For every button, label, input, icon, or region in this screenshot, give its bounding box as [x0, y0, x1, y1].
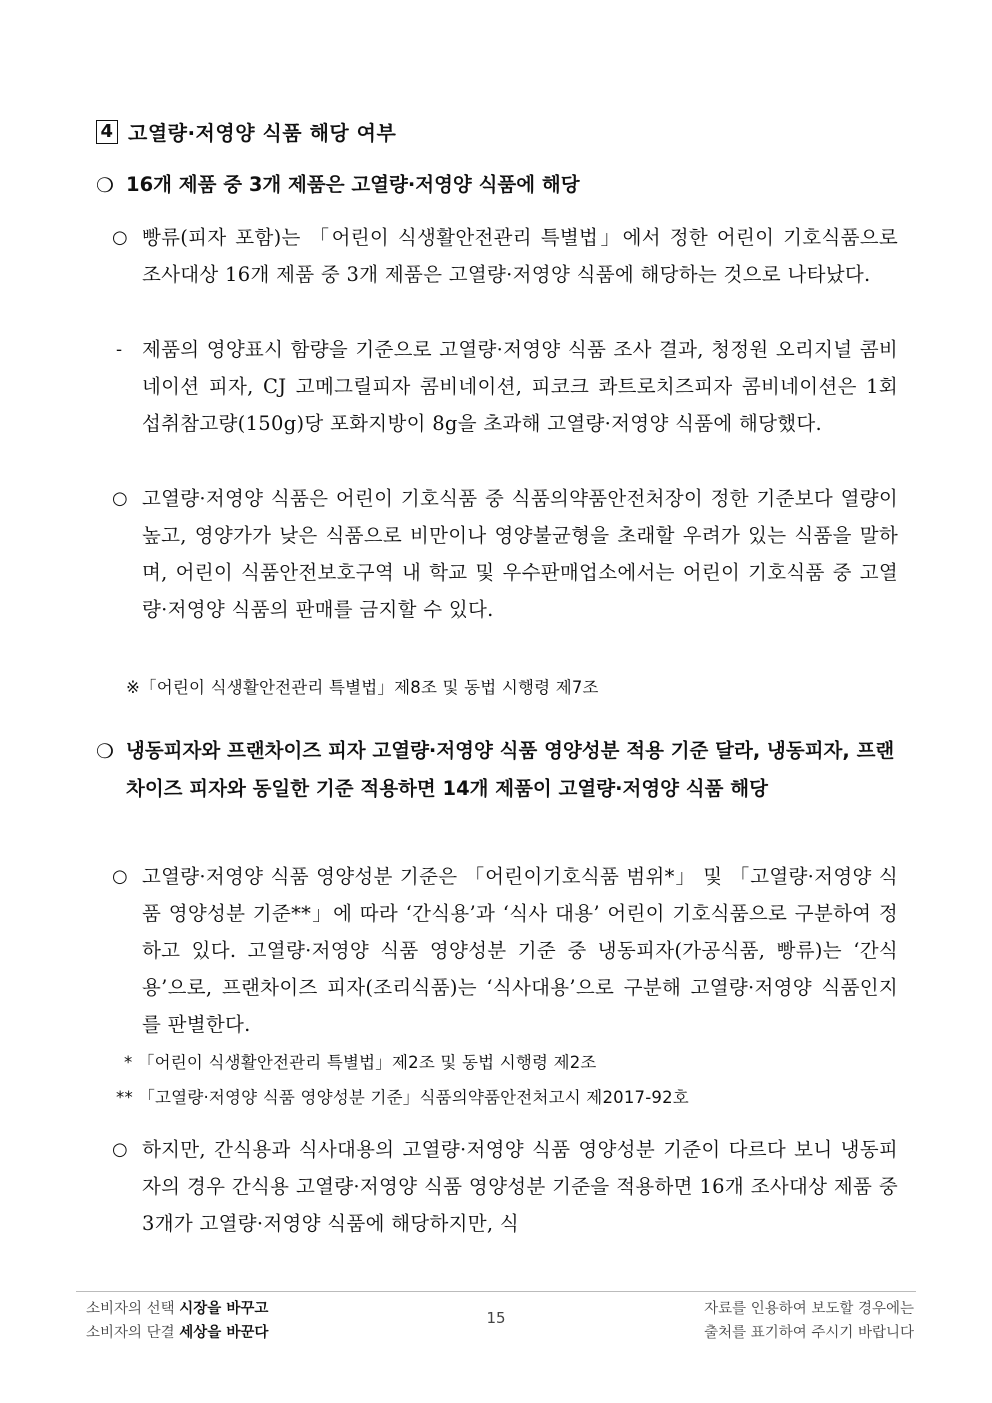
heading-2 — [96, 732, 896, 808]
paragraph-2-text: 제품의 영양표시 함량을 기준으로 고열량·저영양 식품 조사 결과, 청정원 오리지널 콤비네이션 피자, CJ 고메그릴피자 콤비네이션, 피코크 콰트로치즈피자 콤비네이션은 1회 섭취참고량(150g)당 포화지방이 8g을 초과해 고열량·저영양 식품에 해당했다. — [142, 338, 898, 435]
footer-slogan-bold: 세상을 바꾼다 — [179, 1325, 269, 1341]
section-title — [96, 117, 396, 146]
bullet-marker: ○ — [112, 1139, 129, 1160]
heading-marker-2: ❍ — [96, 739, 114, 763]
bullet-marker: ○ — [112, 227, 129, 248]
heading-1-text: 16개 제품 중 3개 제품은 고열량·저영양 식품에 해당 — [126, 173, 580, 196]
heading-marker-1: ❍ — [96, 173, 114, 197]
paragraph-3-text: 고열량·저영양 식품은 어린이 기호식품 중 식품의약품안전처장이 정한 기준보다 열량이 높고, 영양가가 낮은 식품으로 비만이나 영양불균형을 초래할 우려가 있는 식품을 말하며, 어린이 식품안전보호구역 내 학교 및 우수판매업소에서는 어린이 기호식품 중 고열량·저영양 식품의 판매를 금지할 수 있다. — [142, 487, 898, 621]
paragraph-1 — [112, 219, 898, 293]
paragraph-4 — [112, 858, 898, 1043]
bullet-marker: ○ — [112, 866, 129, 887]
section-number-box: 4 — [96, 120, 118, 144]
footer-divider — [76, 1291, 916, 1292]
heading-2-text: 냉동피자와 프랜차이즈 피자 고열량·저영양 식품 영양성분 적용 기준 달라, 냉동피자, 프랜차이즈 피자와 동일한 기준 적용하면 14개 제품이 고열량·저영양 식품 해당 — [126, 739, 895, 800]
footnote-2: ** 「고열량·저영양 식품 영양성분 기준」식품의약품안전처고시 제2017-92호 — [116, 1088, 689, 1107]
paragraph-5-text: 하지만, 간식용과 식사대용의 고열량·저영양 식품 영양성분 기준이 다르다 보니 냉동피자의 경우 간식용 고열량·저영양 식품 영양성분 기준을 적용하면 16개 조사대상 제품 중 3개가 고열량·저영양 식품에 해당하지만, 식 — [142, 1138, 898, 1235]
section-title-text: 고열량·저영양 식품 해당 여부 — [128, 121, 397, 145]
bullet-marker: ○ — [112, 488, 129, 509]
footer-citation-line-1: 자료를 인용하여 보도할 경우에는 — [704, 1301, 914, 1317]
paragraph-1-text: 빵류(피자 포함)는 「어린이 식생활안전관리 특별법」에서 정한 어린이 기호식품으로 조사대상 16개 제품 중 3개 제품은 고열량·저영양 식품에 해당하는 것으로 나타났다. — [142, 226, 898, 286]
footer-citation-notice — [704, 1297, 914, 1345]
paragraph-4-text: 고열량·저영양 식품 영양성분 기준은 「어린이기호식품 범위*」 및 「고열량·저영양 식품 영양성분 기준**」에 따라 ‘간식용’과 ‘식사 대용’ 어린이 기호식품으로 구분하여 정하고 있다. 고열량·저영양 식품 영양성분 기준 중 냉동피자(가공식품, 빵류)는 ‘간식용’으로, 프랜차이즈 피자(조리식품)는 ‘식사대용’으로 구분해 고열량·저영양 식품인지를 판별한다. — [142, 865, 898, 1036]
footer-citation-line-2: 출처를 표기하여 주시기 바랍니다 — [704, 1325, 914, 1341]
footer-slogan-bold: 시장을 바꾸고 — [179, 1301, 269, 1317]
dash-marker: - — [116, 339, 123, 360]
footnote-1: * 「어린이 식생활안전관리 특별법」제2조 및 동법 시행령 제2조 — [124, 1053, 597, 1072]
heading-1 — [96, 166, 896, 204]
footer-slogan-prefix: 소비자의 선택 — [86, 1301, 180, 1317]
paragraph-3 — [112, 480, 898, 628]
paragraph-5 — [112, 1131, 898, 1242]
paragraph-2 — [112, 331, 898, 442]
reference-note-1: ※「어린이 식생활안전관리 특별법」제8조 및 동법 시행령 제7조 — [126, 678, 599, 697]
footer-slogan-prefix: 소비자의 단결 — [86, 1325, 180, 1341]
page-number: 15 — [486, 1309, 506, 1327]
